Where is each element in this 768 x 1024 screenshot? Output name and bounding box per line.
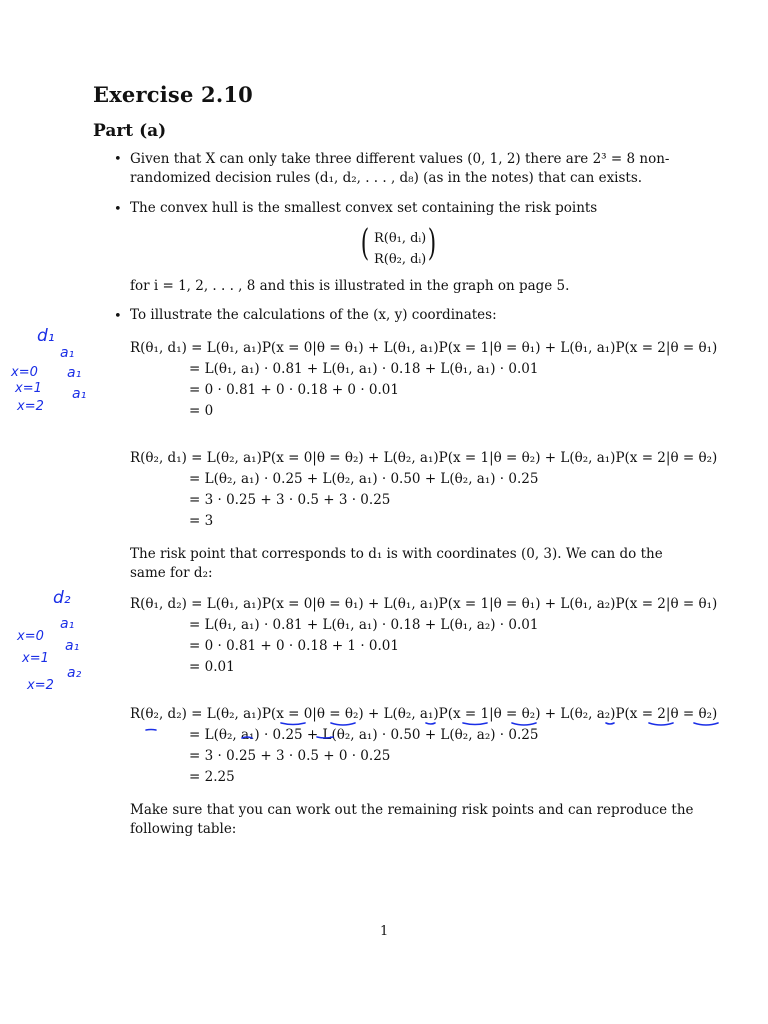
ink-underline xyxy=(426,723,435,724)
closing-line1: Make sure that you can work out the remaining risk points and can reproduce the xyxy=(130,802,694,818)
ink-action: a₁ xyxy=(72,386,87,402)
equation-line: = L(θ₁, a₁) · 0.81 + L(θ₁, a₁) · 0.18 + L(θ₁, a₂) · 0.01 xyxy=(189,617,539,633)
page-title: Exercise 2.10 xyxy=(93,82,253,107)
ink-rule-d2: d₂ xyxy=(53,588,71,608)
equation-r-theta1-d1: R(θ₁, d₁) = L(θ₁, a₁)P(x = 0|θ = θ₁) + L(θ₁, a₁)P(x = 1|θ = θ₁) + L(θ₁, a₁)P(x = 2|θ = θ₁) xyxy=(130,340,718,356)
bullet1-line2: randomized decision rules (d₁, d₂, . . . , d₈) (as in the notes) that can exists. xyxy=(130,170,643,186)
equation-line: = 0 xyxy=(189,403,214,419)
ink-underline xyxy=(649,723,673,725)
equation-r-theta2-d2: R(θ₂, d₂) = L(θ₂, a₁)P(x = 0|θ = θ₂) + L(θ₂, a₁)P(x = 1|θ = θ₂) + L(θ₂, a₂)P(x = 2|θ = θ₂) xyxy=(130,706,718,722)
bullet-marker: • xyxy=(114,202,122,217)
ink-underline xyxy=(146,730,156,731)
equation-line: = 0.01 xyxy=(189,659,235,675)
closing-line2: following table: xyxy=(130,821,237,837)
bullet1-line1: Given that X can only take three different values (0, 1, 2) there are 2³ = 8 non- xyxy=(130,151,670,167)
bullet-marker: • xyxy=(114,152,122,167)
risk-point-vector xyxy=(374,228,426,270)
ink-action: a₁ xyxy=(60,616,75,632)
ink-underline xyxy=(512,723,536,725)
ink-x-value: x=0 xyxy=(11,365,38,380)
ink-x-value: x=2 xyxy=(17,399,44,414)
equation-line: = 0 · 0.81 + 0 · 0.18 + 1 · 0.01 xyxy=(189,638,399,654)
equation-r-theta1-d2: R(θ₁, d₂) = L(θ₁, a₁)P(x = 0|θ = θ₁) + L(θ₁, a₁)P(x = 1|θ = θ₁) + L(θ₁, a₂)P(x = 2|θ = θ₁) xyxy=(130,596,718,612)
ink-x-value: x=0 xyxy=(17,629,44,644)
section-heading: Part (a) xyxy=(93,121,167,141)
equation-line: = 0 · 0.81 + 0 · 0.18 + 0 · 0.01 xyxy=(189,382,399,398)
vector-top: R(θ₁, dᵢ) xyxy=(374,231,427,246)
paren-left: ( xyxy=(360,223,370,264)
ink-action: a₁ xyxy=(67,365,82,381)
bullet-marker: • xyxy=(114,309,122,324)
page-number: 1 xyxy=(380,924,389,939)
ink-underline xyxy=(694,723,718,725)
bullet2-line1: The convex hull is the smallest convex set containing the risk points xyxy=(130,200,598,216)
equation-r-theta2-d1: R(θ₂, d₁) = L(θ₂, a₁)P(x = 0|θ = θ₂) + L(θ₂, a₁)P(x = 1|θ = θ₂) + L(θ₂, a₁)P(x = 2|θ = θ₂) xyxy=(130,450,718,466)
risk-point-line2: same for d₂: xyxy=(130,565,213,581)
equation-line: = L(θ₂, a₁) · 0.25 + L(θ₂, a₁) · 0.50 + L(θ₂, a₂) · 0.25 xyxy=(189,727,539,743)
equation-line: = 3 · 0.25 + 3 · 0.5 + 0 · 0.25 xyxy=(189,748,391,764)
ink-rule-d1: d₁ xyxy=(37,326,55,346)
equation-line: = 2.25 xyxy=(189,769,235,785)
ink-underline xyxy=(606,723,614,724)
ink-x-value: x=1 xyxy=(15,381,42,396)
ink-action: a₁ xyxy=(65,638,80,654)
ink-action: a₁ xyxy=(60,345,75,361)
paren-right: ) xyxy=(427,223,437,264)
equation-line: = 3 xyxy=(189,513,214,529)
ink-action: a₂ xyxy=(67,665,82,681)
ink-underline xyxy=(331,723,355,725)
equation-line: = 3 · 0.25 + 3 · 0.5 + 3 · 0.25 xyxy=(189,492,391,508)
ink-underline xyxy=(281,723,305,725)
risk-point-line1: The risk point that corresponds to d₁ is with coordinates (0, 3). We can do the xyxy=(130,546,663,562)
equation-line: = L(θ₂, a₁) · 0.25 + L(θ₂, a₁) · 0.50 + L(θ₂, a₁) · 0.25 xyxy=(189,471,539,487)
ink-underline xyxy=(463,723,487,725)
equation-line: = L(θ₁, a₁) · 0.81 + L(θ₁, a₁) · 0.18 + L(θ₁, a₁) · 0.01 xyxy=(189,361,539,377)
ink-x-value: x=2 xyxy=(27,678,54,693)
bullet2-after: for i = 1, 2, . . . , 8 and this is illustrated in the graph on page 5. xyxy=(130,278,570,294)
bullet3-line1: To illustrate the calculations of the (x, y) coordinates: xyxy=(130,307,497,323)
vector-bottom: R(θ₂, dᵢ) xyxy=(374,252,427,267)
ink-x-value: x=1 xyxy=(22,651,49,666)
